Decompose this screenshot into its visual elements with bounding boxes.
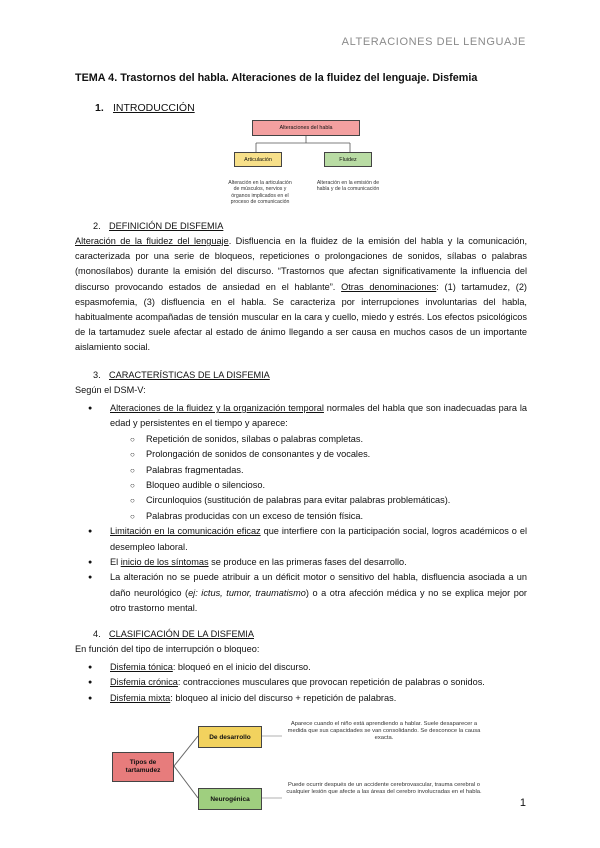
section-number: 1. [95,102,104,114]
stuttering-types-diagram [110,718,510,818]
item-lead: inicio de los síntomas [120,557,209,568]
item-text: : bloqueó en el inicio del discurso. [172,662,311,672]
diagram-node-speech-disorders: Alteraciones del habla [252,120,360,136]
diagram-node-articulation: Articulación [234,152,282,167]
item-lead: Limitación en la comunicación eficaz [110,526,261,537]
dsm-intro: Según el DSM-V: [75,385,146,395]
definition-paragraph [75,234,527,356]
page-number: 1 [519,797,526,809]
diagram-node-neurogenic: Neurogénica [198,788,262,810]
section-heading-characteristics [93,370,270,380]
sub-list-item: ○ Palabras producidas con un exceso de tensión física. [110,509,527,524]
characteristics-list [75,401,527,617]
section-label: INTRODUCCIÓN [113,102,195,114]
item-lead: Disfemia tónica [110,662,173,672]
item-text: : bloqueo al inicio del discurso + repetición de palabras. [170,692,397,703]
list-item [75,524,527,555]
sub-list-item: ○ Bloqueo audible o silencioso. [110,478,527,493]
definition-body-1: . Disfluencia en la fluidez de la emisión del habla y la comunicación, caracterizada por una serie de bloqueos, repeticiones o prolongaciones de sonidos, sílabas o palabras (monosílabos) durante la emisión del discurso. “Trastornos que afectan significativamente la influencia del discurso provocando estados de ansiedad en el hablante”. [75,236,528,292]
item-prefix: El [110,557,121,568]
item-text: ) o a otra afección médica y no se explica mejor por otro trastorno mental. [110,587,527,614]
list-item [75,401,527,524]
diagram-node-developmental: De desarrollo [198,726,262,748]
item-text: se produce en las primeras fases del desarrollo. [208,557,407,568]
sub-list-item: ○ Prolongación de sonidos de consonantes y de vocales. [110,447,527,462]
section-heading-classification [93,629,254,639]
item-text: que interfiere con la participación social, logros académicos o el desempleo laboral. [110,526,527,552]
diagram-node-fluency: Fluidez [324,152,372,167]
section-label: CARACTERÍSTICAS DE LA DISFEMIA [109,370,270,380]
articulation-caption: Alteración en la articulación de músculos, nervios y órganos implicados en el proceso de comunicación [228,180,292,206]
list-item [75,675,527,690]
item-examples: ej: ictus, tumor, traumatismo [188,587,306,598]
classification-intro: En función del tipo de interrupción o bloqueo: [75,644,260,654]
list-item [75,660,527,675]
running-header: ALTERACIONES DEL LENGUAJE [341,36,526,48]
definition-body-2: : (1) tartamudez, (2) espasmofemia, (3) disfluencia en el habla. Se caracteriza por interrupciones involuntarias del habla, habitualmente acompañadas de tensión muscular en la cara y cuello, miedo y estrés. Los efectos psicológicos de la tartamudez suele afectar al estado de ánimo llegando a ser causa en muchos casos de un importante aislamiento social. [75,281,527,353]
page-title: TEMA 4. Trastornos del habla. Alteraciones de la fluidez del lenguaje. Disfemia [75,72,478,84]
sub-list-item: ○ Palabras fragmentadas. [110,463,527,478]
section-number: 2. [93,221,101,231]
item-lead: Alteraciones de la fluidez y la organización temporal [110,403,324,413]
section-heading-introduction [95,102,195,114]
item-text: normales del habla que son inadecuadas para la edad y persistentes en el tiempo y aparece: [110,403,527,429]
section-label: DEFINICIÓN DE DISFEMIA [109,221,224,231]
sub-list [110,432,527,524]
diagram-node-stuttering-types: Tipos de tartamudez [112,752,174,782]
item-lead: Disfemia mixta [110,692,171,703]
section-number: 4. [93,629,101,639]
definition-lead: Alteración de la fluidez del lenguaje [75,236,229,246]
section-label: CLASIFICACIÓN DE LA DISFEMIA [109,629,254,639]
sub-list-item: ○ Repetición de sonidos, sílabas o palabras completas. [110,432,527,447]
speech-disorders-diagram [228,114,384,218]
item-text: : contracciones musculares que provocan repetición de palabras o sonidos. [177,677,485,688]
other-names-label: Otras denominaciones [341,281,437,292]
list-item [75,555,527,570]
item-prefix: La alteración no se puede atribuir a un déficit motor o sensitivo del habla, disfluencia asociada a un daño neurológico ( [110,572,527,598]
sub-list-item: ○ Circunloquios (sustitución de palabras para evitar palabras problemáticas). [110,493,527,508]
classification-list [75,660,527,706]
list-item [75,570,527,616]
section-number: 3. [93,370,101,380]
developmental-caption: Aparece cuando el niño está aprendiendo a hablar. Suele desaparecer a medida que sus capacidades se van consolidando. Se desconoce la causa exacta. [287,721,481,742]
section-heading-definition [93,221,223,231]
list-item [75,691,527,706]
item-lead: Disfemia crónica [110,677,178,688]
fluency-caption: Alteración en la emisión de habla y de la comunicación [316,180,380,193]
neurogenic-caption: Puede ocurrir después de un accidente cerebrovascular, trauma cerebral o cualquier lesión que afecte a las áreas del cerebro involucradas en el habla. [286,782,482,796]
